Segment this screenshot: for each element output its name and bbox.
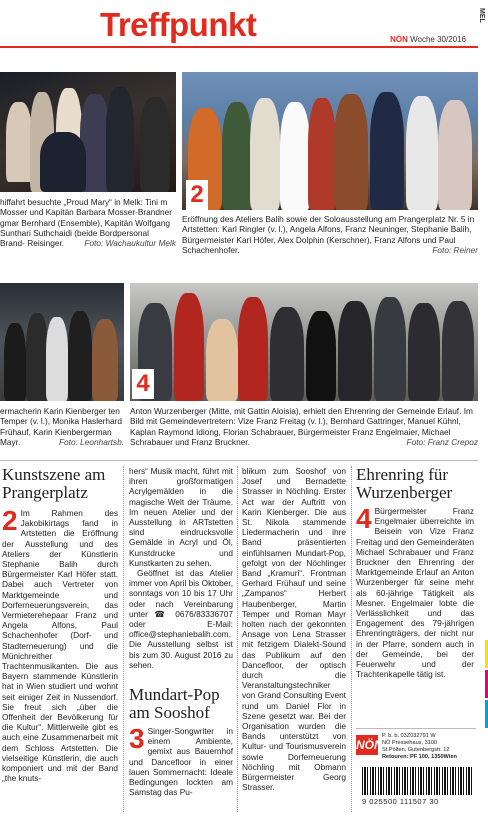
brand-name: NÖN [390, 35, 408, 44]
column-divider [351, 466, 352, 812]
article-mundart: 3 Singer-Songwriter in einem Ambiente, gemixt aus Bauernhof und Dancefloor in einer lauen Sommernacht: Ideale Bedingungen lockten am Samstag das Pu- [129, 726, 233, 798]
photo-atelier-balih [182, 72, 478, 210]
caption-4: Anton Wurzenberger (Mitte, mit Gattin Aloisia), erhielt den Ehrenring der Gemeinde Erlauf. Im Bild mit Gemeindevertretern: Vize Franz Freitag (v. l.), Bernhard Gattringer, Manuel Kühnl, Kaplan Raymond Idiong, Florian Schabrauer, Bürgermeister Franz Engelmaier, Michael Schrabauer und Franz Bruckner. Foto: Franz Crepoz [130, 406, 478, 447]
postal-box [356, 728, 476, 813]
issue-line [390, 35, 466, 44]
caption-1: hiffahrt besuchte „Proud Mary“ in Melk: Tini m Mosser und Kapitän Barbara Mosser-Brandner gmar Bernhard (Ensemble), Kapitän Wolfgang Sunthari Suthchaidi (beide Bordpersonal Brand- Reisinger. Foto: Wachaukultur Melk [0, 197, 176, 249]
caption-1-credit: Foto: Wachaukultur Melk [84, 238, 176, 249]
caption-4-credit: Foto: Franz Crepoz [406, 436, 478, 447]
article-kunstszene: 2 Im Rahmen des Jakobikirtags fand in Artstetten die Eröffnung der Ausstellung und des Ateliers der Künstlerin Stephanie Balih durch Bürgermeister Karl Höfer statt. Dabei auch Vertreter von Marktgemeinde und Dorferneuerungsverein, das Vermieterehepaar Franz und Angela Alfons, Paul Schachenhofer (Dorf- und Stadterneuerung) und die Münichreither Trachtenmusikanten. Die aus Bayern stammende Künstlerin hat in Wien studiert und wohnt seit einiger Zeit in Nussendorf. Sie freut sich „über die Offenheit der Bevölkerung für die Kultur“. Mittlerweile gibt es auch eine Zusammenarbeit mit dem Schloss Artstetten. Die vielseitige Künstlerin, die auch komponiert und mit der Band „the knuts- [2, 508, 118, 784]
section-divider [0, 460, 478, 461]
article-heading-mundart: Mundart-Pop am Sooshof [129, 685, 220, 722]
header-rule [0, 46, 478, 48]
article-number: 3 [129, 726, 145, 754]
caption-3: ermacherin Karin Kienberger ten Temper (v. l.), Monika Haslerhard Frühauf, Karin Kienbergerman Mayr. Foto: Leonhartsb. [0, 406, 124, 447]
barcode [362, 767, 472, 795]
caption-2: Eröffnung des Ateliers Balih sowie der Soloausstellung am Prangerplatz Nr. 5 in Artstetten: Karl Ringler (v. l.), Angela Alfons, Franz Neuninger, Stephanie Balih, Bürgermeister Karl Höfer, Alex Dolphin (Kerschner), Franz Alfons und Paul Schachenhofer. Foto: Reiner [182, 214, 478, 255]
postal-info: P. b. b. 03Z032791 W NÖ Pressehaus, 3100 St.Pölten, Gutenbergstr. 12 Retouren: PF 100, 1350Wien [382, 733, 457, 760]
caption-2-credit: Foto: Reiner [432, 244, 478, 255]
caption-3-credit: Foto: Leonhartsb. [58, 436, 124, 447]
article-mundart-cont: blikum zum Sooshof von Josef und Bernadette Strasser in Nöchling. Erster Act war der Auftritt von Karin Kienberger. Die aus St. Nikola stammende Liedermacherin und ihre Band präsentierten einfühlsamen Mundart-Pop, gefolgt von der Nöchlinger Band „Kramuri“. Frontman Gerhard Frühauf und seine „Zampanos“ Herbert Haubenberger, Martin Temper und Roman Mayr holten nach der gekonnten Ansage von Lena Strasser mit fetzigem Dialekt-Sound das Publikum auf den Dancefloor, der optisch durch die Veranstaltungstechniker von Grand Consulting Event rund um Daniel Flor in Szene gesetzt war. Bei der Organisation wurden die Bands unterstützt von Kultur- und Tourismusverein sowie Dorferneuerung Nöchling mit Obmann Bürgermeister Georg Strasser. [242, 466, 346, 793]
barcode-number: 9 025500 111507 30 [362, 797, 439, 806]
photo-proud-mary [0, 72, 176, 192]
photo-ehrenring [130, 283, 478, 401]
article-heading-ehrenring: Ehrenring für Wurzenberger [356, 465, 453, 502]
photo-band-sooshof [0, 283, 124, 401]
photo-number: 4 [132, 369, 154, 399]
article-kunstszene-cont: hers“ Musik macht, führt mit ihren großformatigen Acrylgemälden in die magische Welt der Träume. Im neuen Atelier und der Ausstellung in ARTstetten sind eindrucksvolle Gemälde in Acryl und Öl, Kunstdrucke und Kunstkarten zu sehen. Geöffnet ist das Atelier immer von April bis Oktober, sonntags von 10 bis 17 Uhr oder nach Vereinbarung unter ☎ 0676/83336707 oder E-Mail: office@stephaniebalih.com. Die Ausstellung selbst ist bis zum 30. August 2016 zu sehen. [129, 466, 233, 670]
article-ehrenring: 4 Bürgermeister Franz Engelmaier überreichte im Beisein von Vize Franz Freitag und den Gemeinderäten Michael Schrabauer und Franz Bruckner den Ehrenring der Marktgemeinde Erlauf an Anton Wurzenberger für seine mehr als 60-jährige Tätigkeit als Mesner. Engelmaier lobte die Verlässlichkeit und das Engagement des 79-jährigen Ehrenringträgers, der nicht nur in der Pfarre, sondern auch in der Gemeinde, bei der Feuerwehr und der Trachtenkapelle tätig ist. [356, 506, 474, 680]
article-number: 4 [356, 506, 372, 534]
article-number: 2 [2, 508, 18, 536]
column-divider [123, 466, 124, 812]
article-heading-kunstszene: Kunstszene am Prangerplatz [2, 465, 106, 502]
photo-number: 2 [186, 180, 208, 210]
page-title: Treffpunkt [100, 6, 257, 43]
noen-logo: NÖN [356, 735, 378, 755]
column-divider [237, 466, 238, 812]
side-code: MEL [478, 8, 485, 23]
issue-week: Woche 30/2016 [410, 35, 466, 44]
